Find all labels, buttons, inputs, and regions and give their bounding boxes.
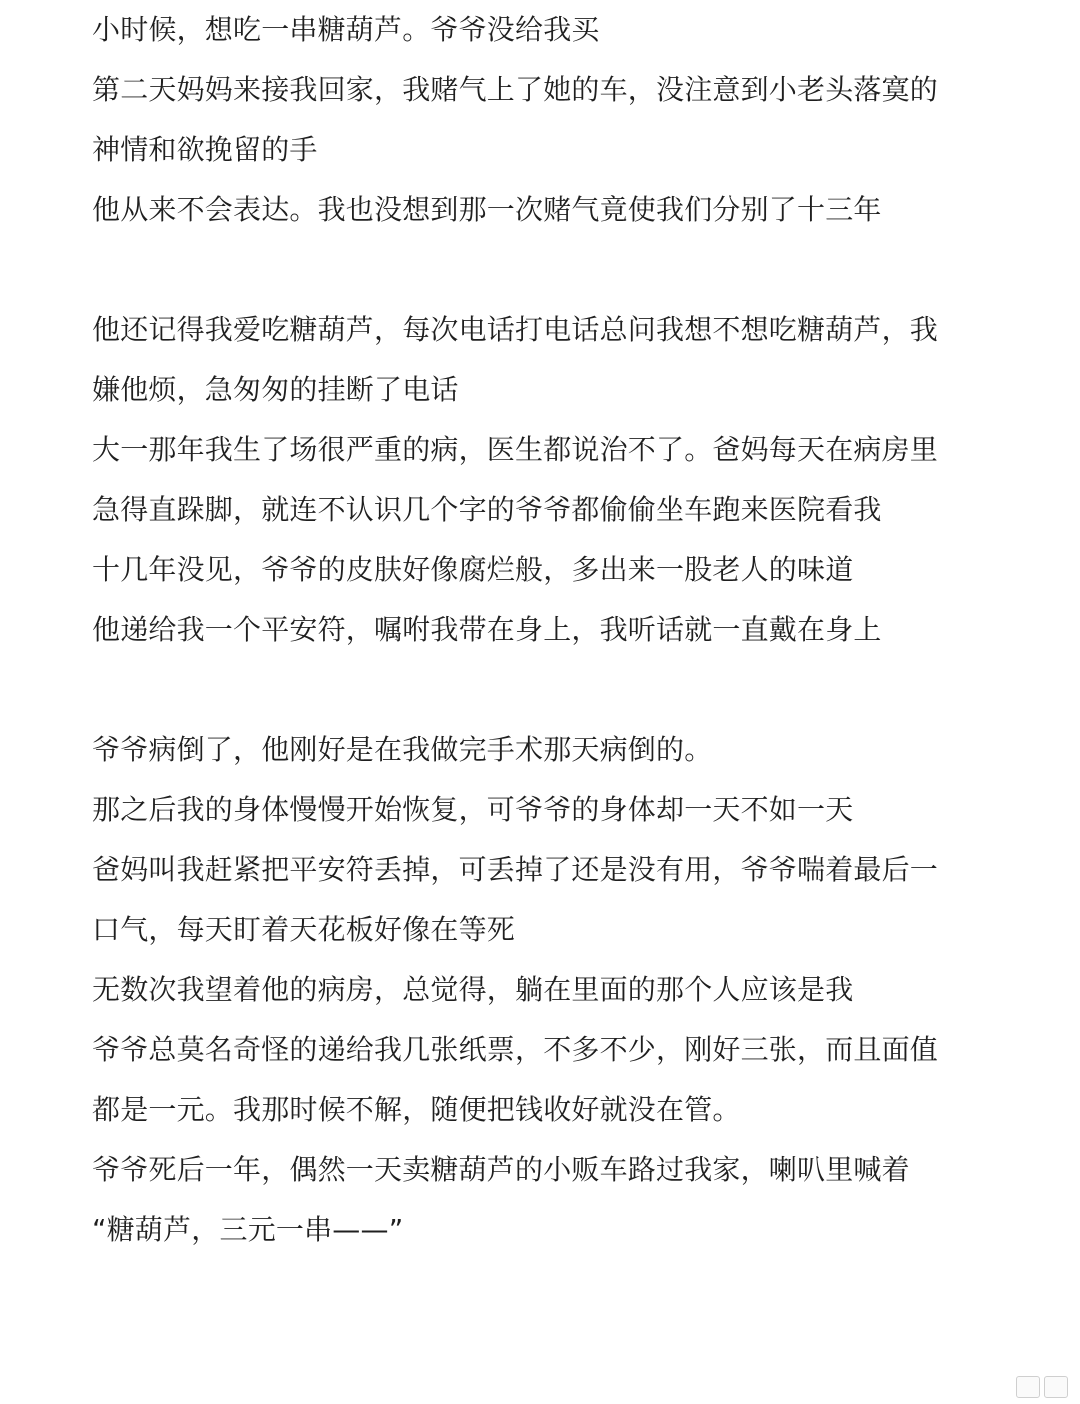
text-line: 都是一元。我那时候不解，随便把钱收好就没在管。: [92, 1093, 741, 1126]
text-line: 爷爷死后一年，偶然一天卖糖葫芦的小贩车路过我家，喇叭里喊着: [92, 1153, 910, 1186]
watermark-mark: [1016, 1376, 1040, 1398]
text-line: 口气，每天盯着天花板好像在等死: [92, 913, 516, 946]
text-line: 小时候，想吃一串糖葫芦。爷爷没给我买: [92, 13, 600, 46]
text-line: 十几年没见，爷爷的皮肤好像腐烂般，多出来一股老人的味道: [92, 553, 854, 586]
watermark-mark: [1044, 1376, 1068, 1398]
text-line: 爷爷病倒了，他刚好是在我做完手术那天病倒的。: [92, 733, 713, 766]
paragraph-gap: [92, 240, 1012, 300]
text-line: 大一那年我生了场很严重的病，医生都说治不了。爸妈每天在病房里: [92, 433, 939, 466]
text-line: 神情和欲挽留的手: [92, 133, 318, 166]
text-line: 爸妈叫我赶紧把平安符丢掉，可丢掉了还是没有用，爷爷喘着最后一: [92, 853, 939, 886]
text-line: “糖葫芦，三元一串——”: [92, 1213, 404, 1246]
text-line: 爷爷总莫名奇怪的递给我几张纸票，不多不少，刚好三张，而且面值: [92, 1033, 939, 1066]
text-line: 那之后我的身体慢慢开始恢复，可爷爷的身体却一天不如一天: [92, 793, 854, 826]
text-line: 他从来不会表达。我也没想到那一次赌气竟使我们分别了十三年: [92, 193, 882, 226]
story-text: [92, 0, 1012, 1260]
text-line: 嫌他烦，急匆匆的挂断了电话: [92, 373, 459, 406]
text-line: 急得直跺脚，就连不认识几个字的爷爷都偷偷坐车跑来医院看我: [92, 493, 882, 526]
text-line: 他递给我一个平安符，嘱咐我带在身上，我听话就一直戴在身上: [92, 613, 882, 646]
paragraph-gap: [92, 660, 1012, 720]
text-line: 第二天妈妈来接我回家，我赌气上了她的车，没注意到小老头落寞的: [92, 73, 939, 106]
watermark-logo: [1016, 1376, 1068, 1398]
text-line: 他还记得我爱吃糖葫芦，每次电话打电话总问我想不想吃糖葫芦，我: [92, 313, 939, 346]
text-line: 无数次我望着他的病房，总觉得，躺在里面的那个人应该是我: [92, 973, 854, 1006]
